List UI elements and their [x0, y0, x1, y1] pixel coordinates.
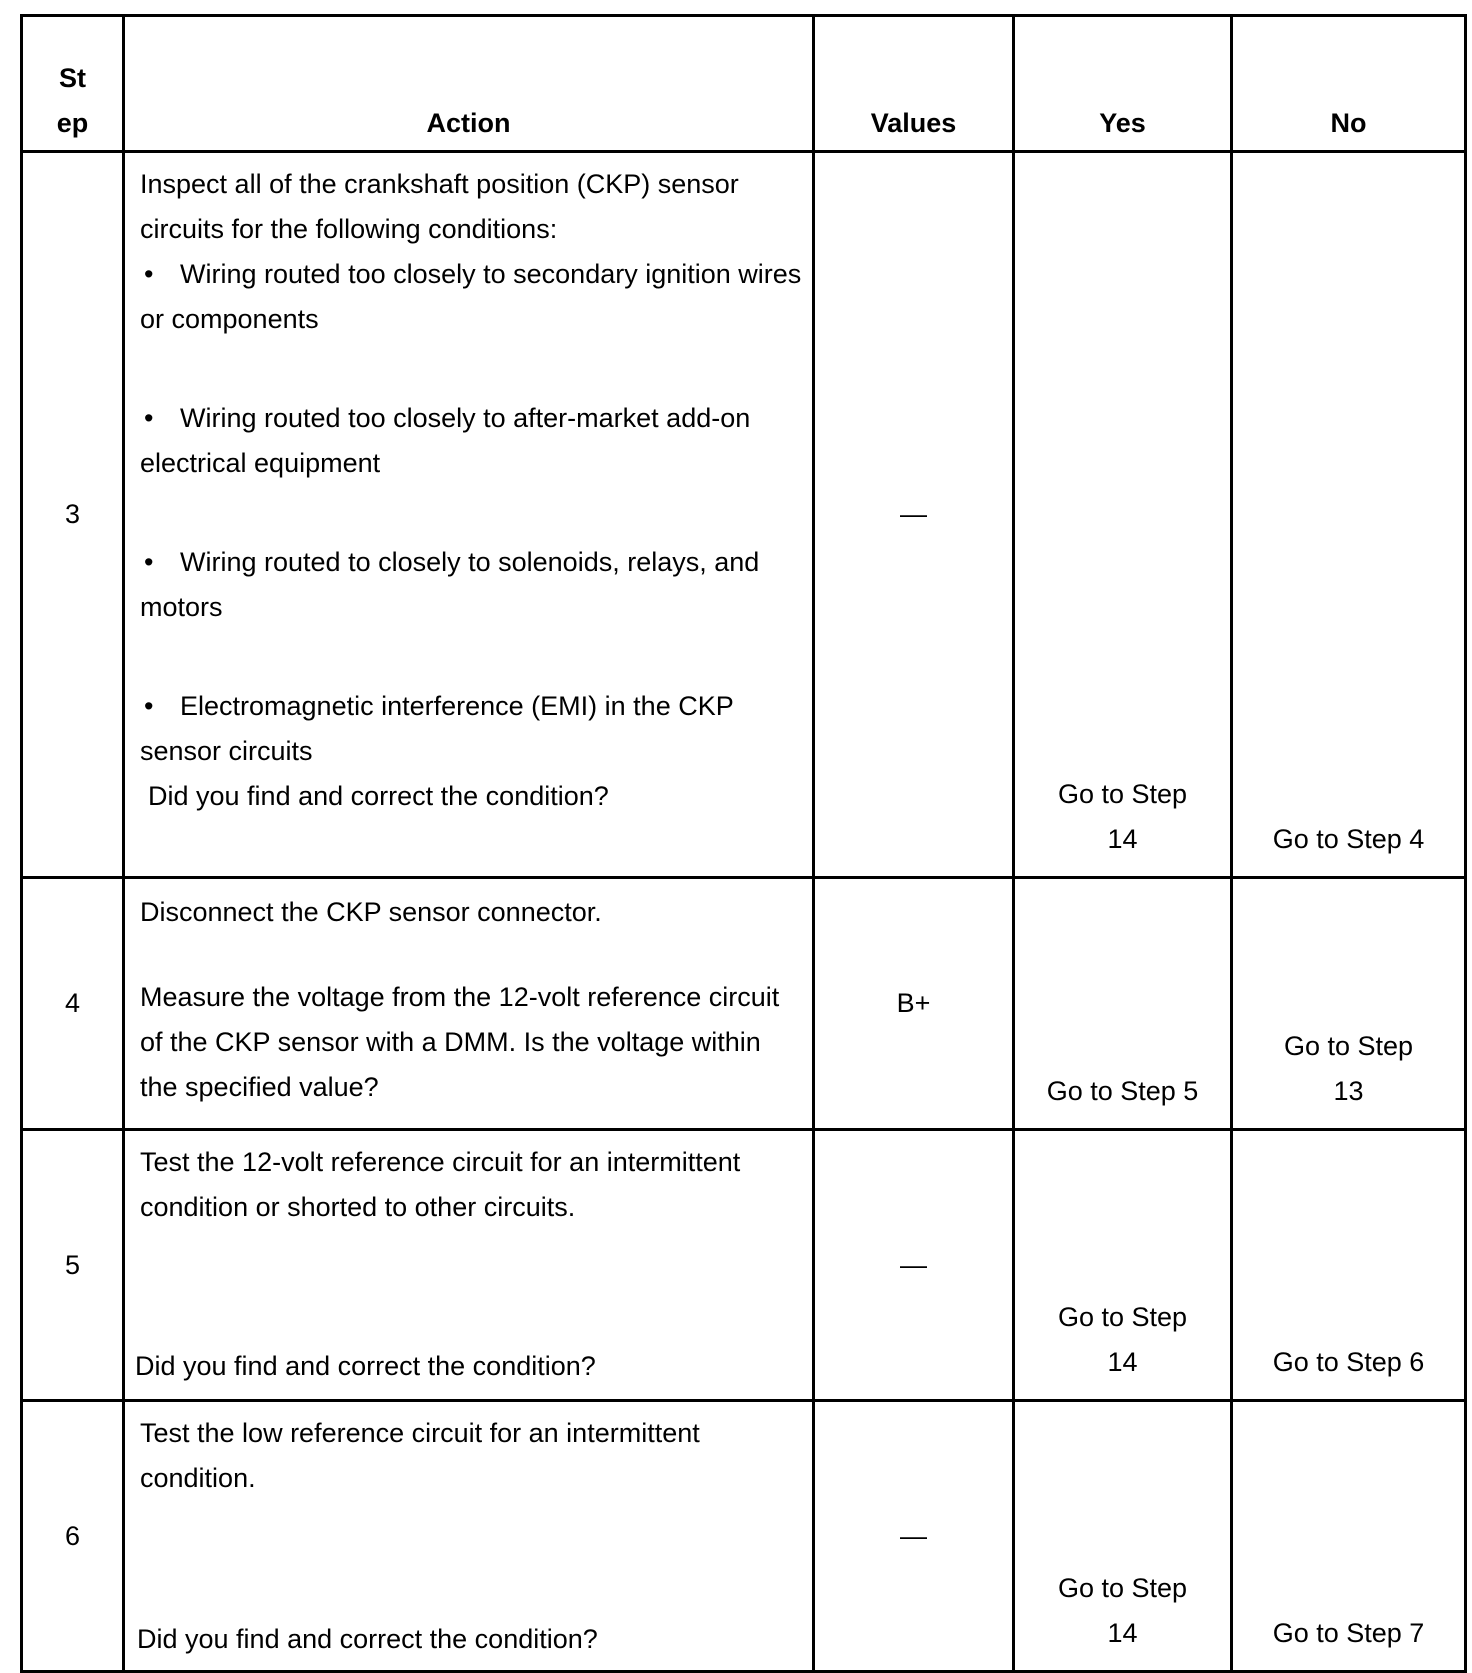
yes-cell	[1014, 1401, 1232, 1672]
no-text-line2: 13	[1333, 1076, 1364, 1106]
bullet-text: Wiring routed too closely to secondary ignition wires or components	[140, 259, 802, 334]
values-text: B+	[896, 988, 931, 1018]
action-question: Did you find and correct the condition?	[135, 1351, 596, 1381]
bullet-item	[140, 396, 802, 486]
step-number: 6	[22, 1401, 124, 1672]
values-cell	[814, 152, 1014, 878]
yes-cell	[1014, 878, 1232, 1130]
values-text: —	[900, 1520, 927, 1551]
bullet-item	[140, 684, 802, 774]
header-action: Action	[124, 16, 814, 152]
no-cell	[1232, 1130, 1466, 1401]
no-cell	[1232, 152, 1466, 878]
action-intro: Test the low reference circuit for an intermittent condition.	[140, 1418, 700, 1493]
yes-text-line2: 14	[1107, 1347, 1138, 1377]
action-question: Did you find and correct the condition?	[137, 1624, 598, 1654]
bullet-icon: •	[144, 403, 154, 433]
yes-text-line2: 14	[1107, 824, 1138, 854]
action-question: Did you find and correct the condition?	[148, 781, 609, 811]
header-no: No	[1232, 16, 1466, 152]
step-number: 4	[22, 878, 124, 1130]
bullet-icon: •	[144, 547, 154, 577]
table-row	[22, 1401, 1466, 1672]
header-values: Values	[814, 16, 1014, 152]
no-text: Go to Step 7	[1272, 1618, 1425, 1648]
bullet-icon: •	[144, 259, 154, 289]
header-step-line1: St	[59, 63, 86, 93]
yes-cell	[1014, 1130, 1232, 1401]
action-cell	[124, 1401, 814, 1672]
yes-text-line2: 14	[1107, 1618, 1138, 1648]
bullet-icon: •	[144, 691, 154, 721]
action-intro: Inspect all of the crankshaft position (CKP) sensor circuits for the following conditions:	[140, 169, 739, 244]
values-cell	[814, 1130, 1014, 1401]
action-line1: Disconnect the CKP sensor connector.	[140, 897, 602, 927]
action-intro: Test the 12-volt reference circuit for an intermittent condition or shorted to other circuits.	[140, 1147, 741, 1222]
bullet-text: Wiring routed too closely to after-market add-on electrical equipment	[140, 403, 751, 478]
bullet-item	[140, 252, 802, 342]
header-step-line2: ep	[56, 108, 89, 138]
action-cell	[124, 152, 814, 878]
yes-cell	[1014, 152, 1232, 878]
yes-text-line1: Go to Step	[1057, 1302, 1188, 1332]
values-cell	[814, 878, 1014, 1130]
table-row	[22, 878, 1466, 1130]
bullet-item	[140, 540, 802, 630]
diagnostic-table	[20, 14, 1467, 1673]
yes-text: Go to Step 5	[1046, 1076, 1199, 1106]
table-row	[22, 1130, 1466, 1401]
header-step	[22, 16, 124, 152]
step-number: 5	[22, 1130, 124, 1401]
no-cell	[1232, 878, 1466, 1130]
action-line2: Measure the voltage from the 12-volt reference circuit of the CKP sensor with a DMM. Is the voltage within the specified value?	[140, 982, 780, 1102]
no-text: Go to Step 4	[1272, 824, 1425, 854]
no-text-line1: Go to Step	[1283, 1031, 1414, 1061]
header-row	[22, 16, 1466, 152]
values-cell	[814, 1401, 1014, 1672]
action-cell	[124, 1130, 814, 1401]
yes-text-line1: Go to Step	[1057, 1573, 1188, 1603]
no-cell	[1232, 1401, 1466, 1672]
header-yes: Yes	[1014, 16, 1232, 152]
step-number: 3	[22, 152, 124, 878]
yes-text-line1: Go to Step	[1057, 779, 1188, 809]
bullet-text: Electromagnetic interference (EMI) in the CKP sensor circuits	[140, 691, 734, 766]
bullet-text: Wiring routed to closely to solenoids, relays, and motors	[140, 547, 760, 622]
table-row	[22, 152, 1466, 878]
values-text: —	[900, 1249, 927, 1280]
action-cell	[124, 878, 814, 1130]
values-text: —	[900, 499, 927, 529]
no-text: Go to Step 6	[1272, 1347, 1425, 1377]
